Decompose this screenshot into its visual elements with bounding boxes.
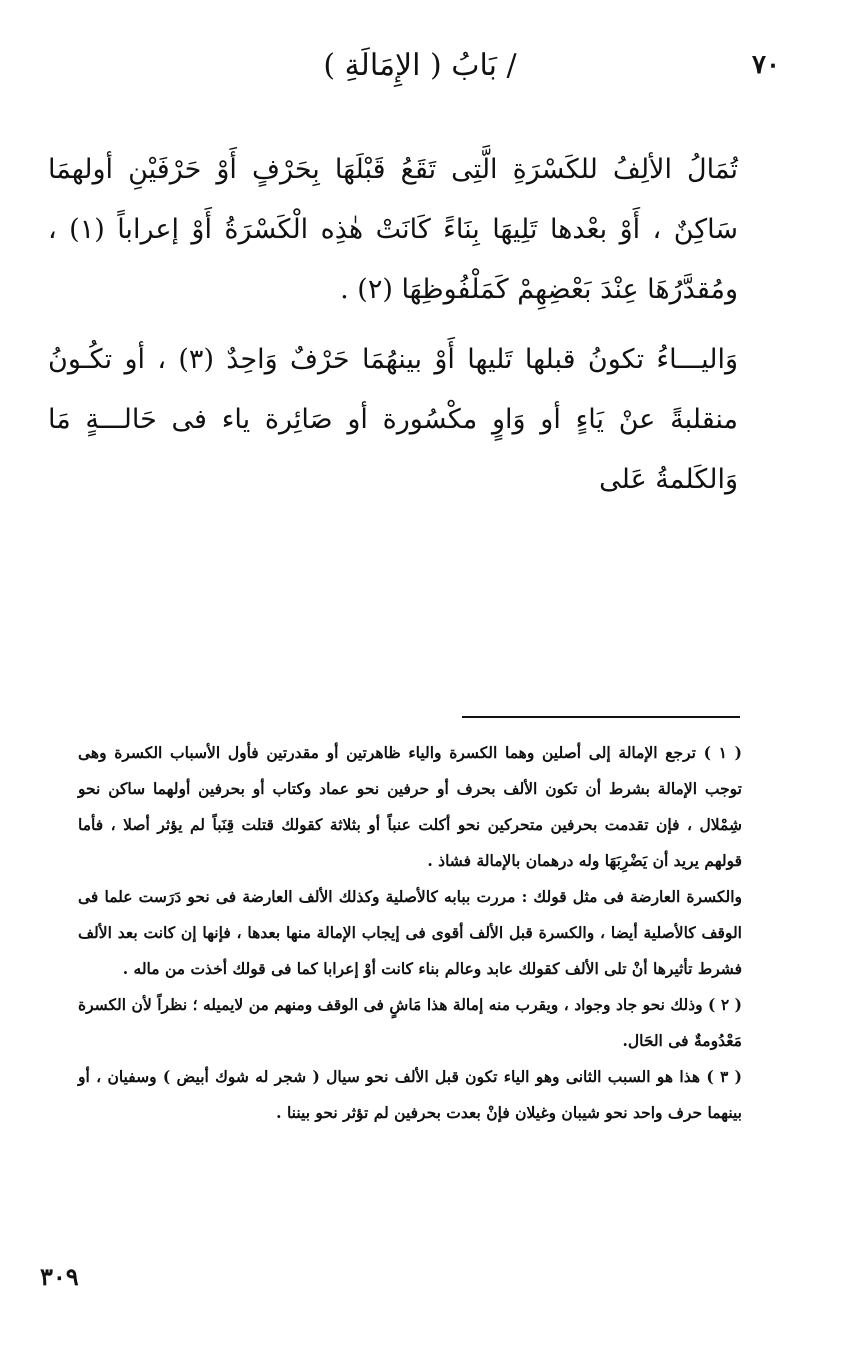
footnote-paragraph: والكسرة العارضة فى مثل قولك : مررت ببابه كالأصلية وكذلك الألف العارضة فى نحو دَرَست علما فى الوقف كالأصلية أيضا ، والكسرة قبل الألف أقوى فى إيجاب الإمالة منها بعدها ، فإنها إن كانت بعد الألف فشرط تأثيرها أنْ تلى الألف كقولك عابد وعالم بناء كانت أوْ إعرابا كما فى قولك أخذت من ماله . — [78, 887, 742, 978]
volume-page-number: ٣٠٩ — [40, 1262, 79, 1291]
footnotes — [78, 735, 742, 1131]
footnote-divider — [462, 716, 740, 718]
main-paragraph: وَاليـــاءُ تكونُ قبلها تَليها أَوْ بينهُمَا حَرْفٌ وَاحِدٌ (٣) ، أو تكُـونُ منقلبةً عنْ يَاءٍ أو وَاوٍ مكْسُورة أو صَائِرة ياء فى حَالـــةٍ مَا وَالكَلمةُ عَلى — [48, 344, 738, 495]
footnote-paragraph: ( ٣ ) هذا هو السبب الثانى وهو الياء تكون قبل الألف نحو سيال ( شجر له شوك أبيض ) وسفيان ، أو بينهما حرف واحد نحو شيبان وغيلان فإنْ بعدت بحرفين لم تؤثر نحو بيننا . — [78, 1067, 743, 1122]
footnote-paragraph: ( ٢ ) وذلك نحو جاد وجواد ، ويقرب منه إمالة هذا مَاشٍ فى الوقف ومنهم من لايميله ؛ نظراً لأن الكسرة مَعْدُومةٌ فى الحَال. — [78, 995, 742, 1050]
page-number: ٧٠ — [752, 50, 780, 80]
main-paragraph: تُمَالُ الألِفُ للكَسْرَةِ الَّتِى تَقَعُ قَبْلَهَا بِحَرْفٍ أَوْ حَرْفَيْنِ أولهمَا سَاكِنٌ ، أَوْ بعْدها تَلِيهَا بِنَاءً كَانَتْ هٰذِه الْكَسْرَةُ أَوْ إعراباً (١) ، ومُقدَّرُهَا عِنْدَ بَعْضِهِمْ كَمَلْفُوظِهَا (٢) . — [48, 154, 738, 305]
footnote-paragraph: ( ١ ) ترجع الإمالة إلى أصلين وهما الكسرة والياء ظاهرتين أو مقدرتين فأول الأسباب الكسرة وهى توجب الإمالة بشرط أن تكون الألف بحرف أو حرفين نحو عماد وكتاب أو بحرفين أولهما ساكن نحو شِمْلال ، فإن تقدمت بحرفين متحركين نحو أكلت عنباً أو بثلاثة كقولك قتلت قِنَباً لم يؤثر أصلا ، فأما قولهم يريد أن يَضْرِبَهَا وله درهمان بالإمالة فشاذ . — [78, 743, 742, 870]
main-text — [48, 140, 738, 520]
chapter-title: / بَابُ ( الإِمَالَةِ ) — [323, 48, 517, 83]
